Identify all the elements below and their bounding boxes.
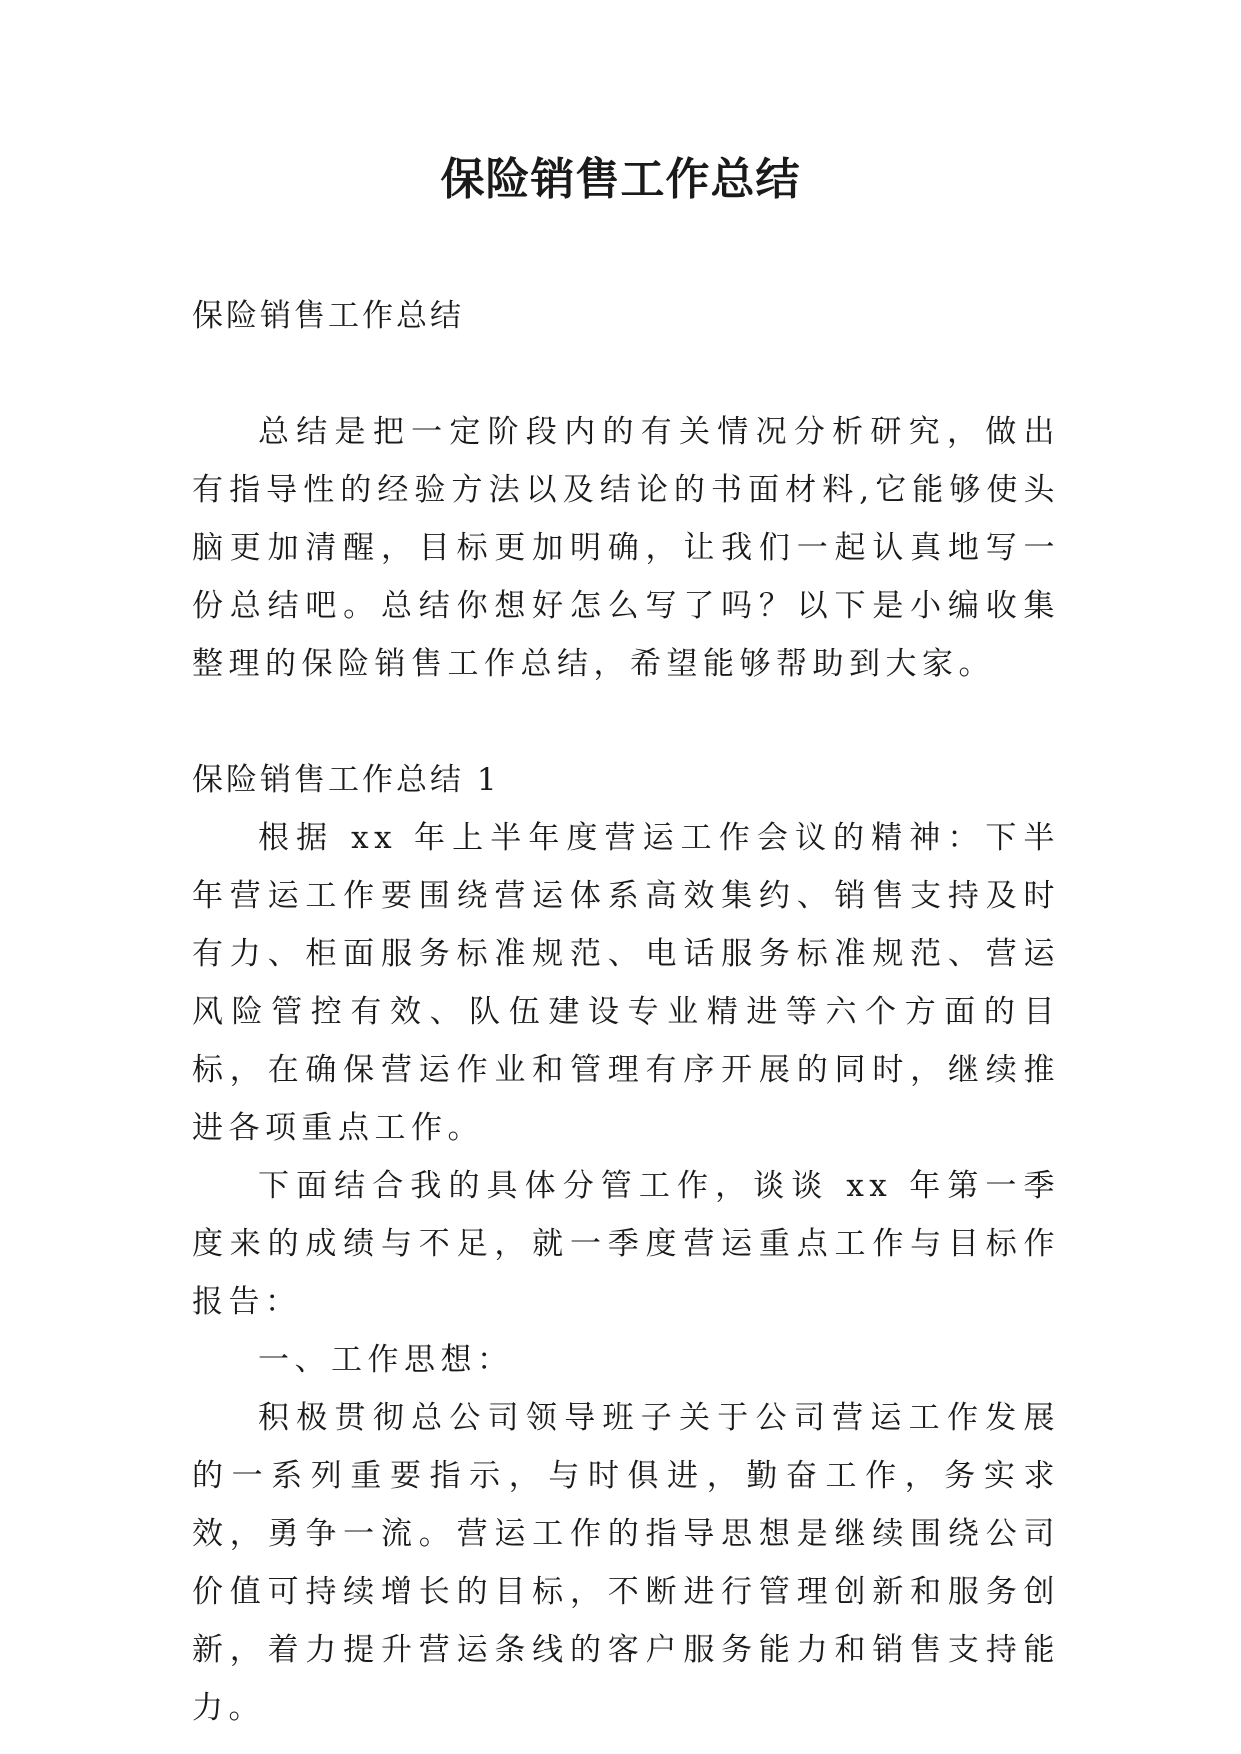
document-body: [192, 287, 1060, 1737]
body-paragraph: 根据 xx 年上半年度营运工作会议的精神：下半年营运工作要围绕营运体系高效集约、销售支持及时有力、柜面服务标准规范、电话服务标准规范、营运风险管控有效、队伍建设专业精进等六个方面的目标，在确保营运作业和管理有序开展的同时，继续推进各项重点工作。: [192, 820, 1060, 1146]
body-paragraph: 一、工作思想：: [258, 1342, 514, 1378]
body-paragraph: 积极贯彻总公司领导班子关于公司营运工作发展的一系列重要指示，与时俱进，勤奋工作，务实求效，勇争一流。营运工作的指导思想是继续围绕公司价值可持续增长的目标，不断进行管理创新和服务创新，着力提升营运条线的客户服务能力和销售支持能力。: [192, 1400, 1060, 1726]
body-paragraph: 下面结合我的具体分管工作，谈谈 xx 年第一季度来的成绩与不足，就一季度营运重点工作与目标作报告：: [192, 1168, 1060, 1320]
document-subtitle: 保险销售工作总结: [192, 298, 464, 334]
document-title: 保险销售工作总结: [440, 154, 801, 205]
intro-paragraph: 总结是把一定阶段内的有关情况分析研究，做出有指导性的经验方法以及结论的书面材料,它能够使头脑更加清醒，目标更加明确，让我们一起认真地写一份总结吧。总结你想好怎么写了吗？以下是小编收集整理的保险销售工作总结，希望能够帮助到大家。: [192, 414, 1060, 682]
section-heading: 保险销售工作总结 1: [192, 762, 500, 798]
